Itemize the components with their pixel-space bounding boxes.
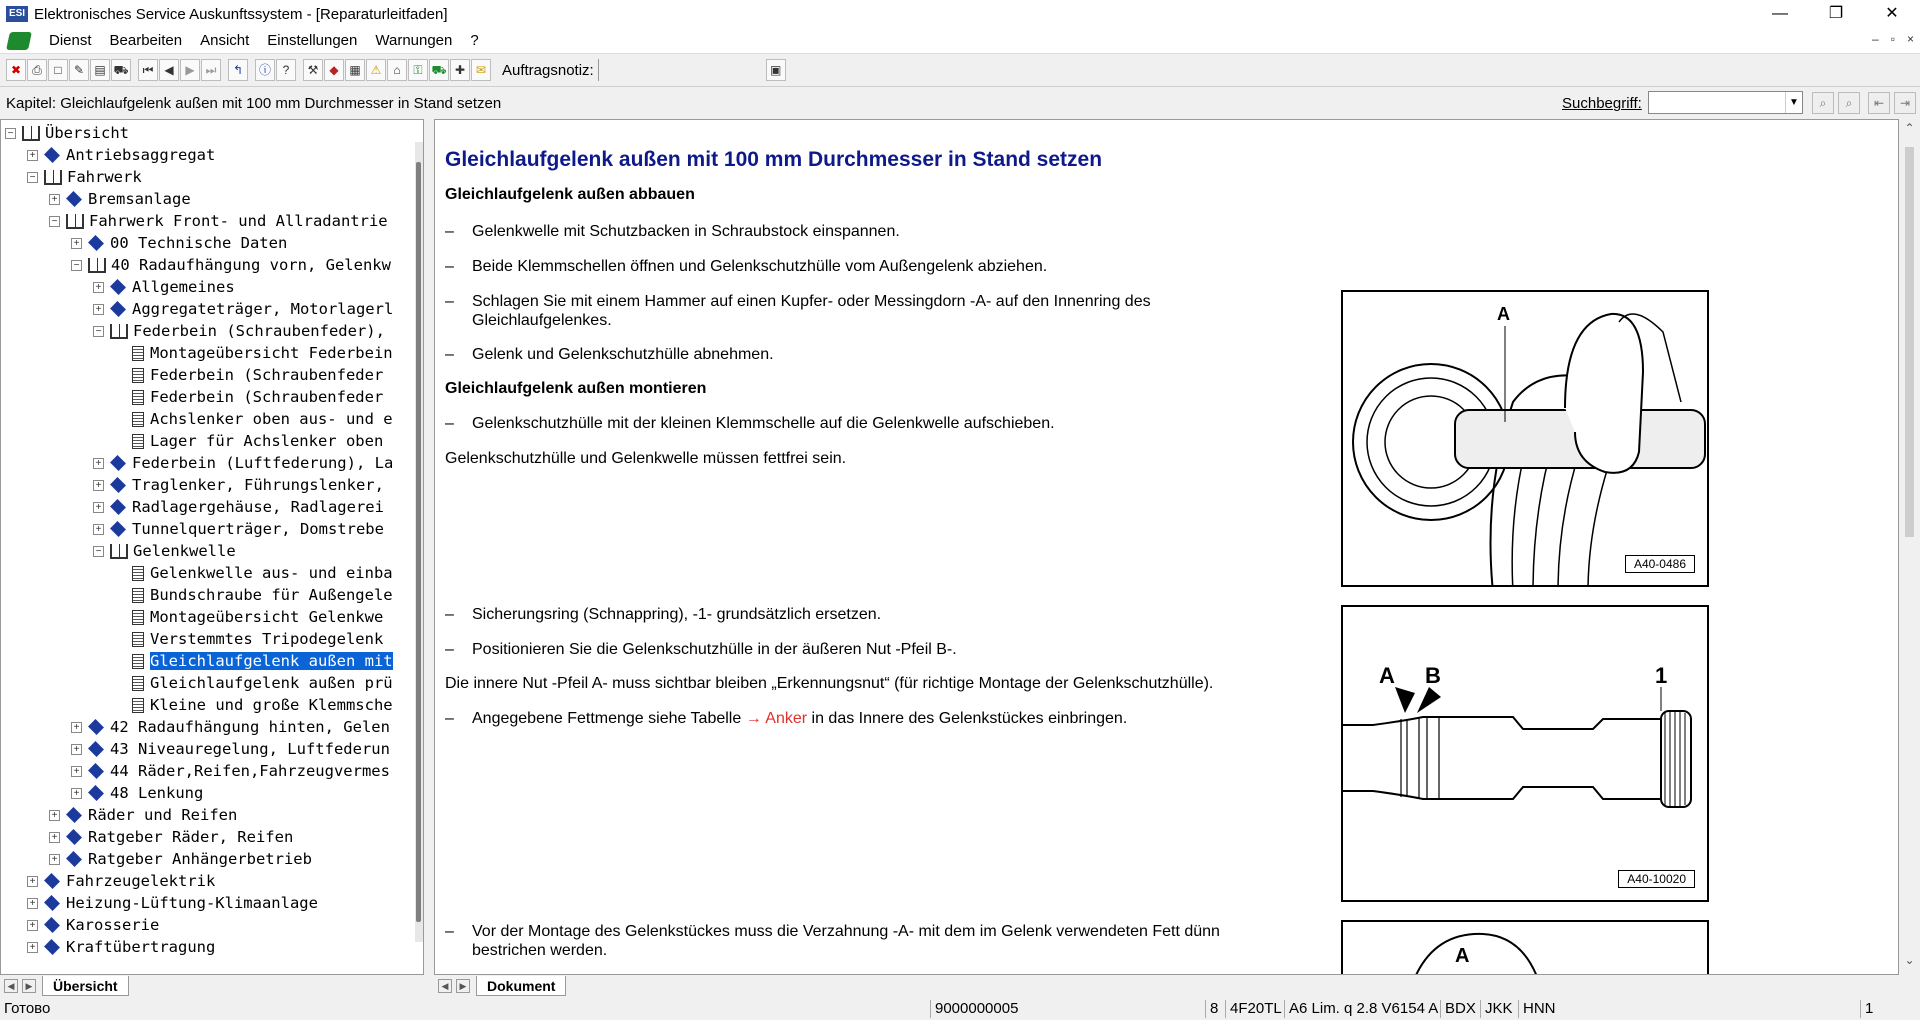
collapse-icon[interactable]: −: [93, 326, 104, 337]
tree-tab-strip: [0, 975, 424, 997]
open-book-icon: [110, 544, 128, 559]
shaft-illustration: [1343, 607, 1707, 900]
tree-item[interactable]: [115, 606, 383, 628]
expand-icon[interactable]: +: [49, 810, 60, 821]
expand-icon[interactable]: +: [71, 744, 82, 755]
expand-icon[interactable]: +: [71, 766, 82, 777]
menu-ansicht[interactable]: Ansicht: [200, 32, 250, 49]
expand-icon[interactable]: +: [93, 304, 104, 315]
step-dash: –: [445, 641, 454, 658]
document-icon: [132, 698, 144, 713]
book-icon: [44, 939, 60, 955]
book-icon: [110, 455, 126, 471]
tree-item-label: 48 Lenkung: [110, 784, 204, 802]
book-icon: [88, 719, 104, 735]
status-engine-3: HNN: [1518, 1000, 1560, 1018]
step-text: in das Innere des Gelenkstückes einbringen.: [811, 710, 1128, 727]
tree-item-label: Gleichlaufgelenk außen mit: [150, 652, 393, 670]
expand-icon[interactable]: +: [49, 832, 60, 843]
step-text: Schlagen Sie mit einem Hammer auf einen Kupfer- oder Messingdorn -A- auf den Innenring des Gleichlaufgelenkes.: [472, 293, 1151, 329]
tree-item[interactable]: [115, 562, 393, 584]
status-bar: [0, 998, 1920, 1020]
book-icon: [110, 279, 126, 295]
anchor-link[interactable]: → Anker: [745, 710, 808, 727]
chapter-bar: [0, 88, 1920, 118]
step-item: [445, 922, 1265, 960]
figure-letter-a: A: [1455, 945, 1470, 967]
expand-icon[interactable]: +: [49, 854, 60, 865]
expand-icon[interactable]: +: [27, 942, 38, 953]
tree-item-label: Lager für Achslenker oben: [150, 432, 384, 450]
status-code: 4F20TL: [1225, 1000, 1286, 1018]
tree-item[interactable]: [71, 782, 203, 804]
figure-shaft-grooves: [1341, 605, 1709, 902]
table-icon[interactable]: ▦: [345, 59, 365, 81]
vehicle-icon[interactable]: ⛟: [111, 59, 131, 81]
step-text: Gelenk und Gelenkschutzhülle abnehmen.: [472, 346, 774, 363]
first-page-icon[interactable]: ⏮: [138, 59, 158, 81]
doc-tab-scroll-left-icon[interactable]: ◀: [438, 979, 452, 993]
tree-item[interactable]: [93, 496, 384, 518]
tree-scrollbar[interactable]: [415, 142, 423, 942]
step-text: Sicherungsring (Schnappring), -1- grundsätzlich ersetzen.: [472, 606, 882, 623]
tree-item-label: Tunnelquerträger, Domstrebe: [132, 520, 384, 538]
tree-item-label: Übersicht: [45, 124, 129, 142]
pane-splitter[interactable]: [426, 119, 432, 997]
tree-item-label: Ratgeber Räder, Reifen: [88, 828, 294, 846]
back-link-icon[interactable]: ↰: [228, 59, 248, 81]
tree-item-label: Kleine und große Klemmsche: [150, 696, 393, 714]
previous-icon[interactable]: ◀: [159, 59, 179, 81]
tree-item-label: Kraftübertragung: [66, 938, 216, 956]
tree-item-label: Achslenker oben aus- und e: [150, 410, 393, 428]
figure-letter-a: A: [1379, 663, 1395, 688]
collapse-icon[interactable]: −: [49, 216, 60, 227]
book-icon: [66, 851, 82, 867]
tree-item[interactable]: [27, 144, 215, 166]
tree-item[interactable]: [115, 628, 383, 650]
tree-item[interactable]: [115, 364, 383, 386]
status-page: 8: [1205, 1000, 1222, 1018]
next-icon[interactable]: ▶: [180, 59, 200, 81]
info-icon[interactable]: ⓘ: [255, 59, 275, 81]
menu-warnungen[interactable]: Warnungen: [375, 32, 453, 49]
tree-item[interactable]: [27, 914, 159, 936]
tab-scroll-right-icon[interactable]: ▶: [22, 979, 36, 993]
tree-item-label: Ratgeber Anhängerbetrieb: [88, 850, 312, 868]
search-find-icon[interactable]: ⌕: [1812, 92, 1834, 114]
tree-item[interactable]: [115, 386, 383, 408]
search-next-icon[interactable]: ⌕: [1838, 92, 1860, 114]
status-count: 1: [1860, 1000, 1877, 1018]
tree-item-label: Fahrwerk: [67, 168, 142, 186]
tree-item[interactable]: [93, 474, 384, 496]
figure-gear-teeth: [1341, 920, 1709, 975]
tree-item[interactable]: [93, 320, 385, 342]
tree-item[interactable]: [115, 430, 383, 452]
tree-item-label: Traglenker, Führungslenker,: [132, 476, 384, 494]
open-book-icon: [88, 258, 106, 273]
expand-icon[interactable]: +: [27, 920, 38, 931]
menu-dienst[interactable]: Dienst: [49, 32, 92, 49]
print-icon[interactable]: ⎙: [27, 59, 47, 81]
expand-icon[interactable]: +: [93, 282, 104, 293]
tree-item[interactable]: [49, 826, 293, 848]
joint-illustration: [1343, 292, 1707, 585]
tree-item[interactable]: [5, 122, 129, 144]
tree-item-label: Räder und Reifen: [88, 806, 238, 824]
document-icon: [132, 566, 144, 581]
tree-item[interactable]: [115, 650, 393, 672]
tree-item-label: Allgemeines: [132, 278, 235, 296]
document-scrollbar-thumb[interactable]: [1905, 147, 1914, 537]
document-icon: [132, 654, 144, 669]
expand-icon[interactable]: +: [27, 898, 38, 909]
book-icon: [44, 917, 60, 933]
tree-item[interactable]: [115, 694, 393, 716]
book-icon: [66, 807, 82, 823]
expand-icon[interactable]: +: [93, 480, 104, 491]
book-icon: [44, 873, 60, 889]
tab-uebersicht[interactable]: Übersicht: [42, 976, 129, 996]
document-icon: [132, 434, 144, 449]
mdi-close-button[interactable]: ×: [1906, 32, 1914, 46]
tree-item-label: Bundschraube für Außengele: [150, 586, 393, 604]
step-dash: –: [445, 223, 454, 240]
status-engine-1: BDX: [1440, 1000, 1480, 1018]
tree-item[interactable]: [71, 716, 390, 738]
chapter-title: Kapitel: Gleichlaufgelenk außen mit 100 mm Durchmesser in Stand setzen: [6, 94, 502, 112]
window-controls: [1752, 0, 1920, 28]
mdi-controls: [1872, 32, 1914, 46]
window-title: Elektronisches Service Auskunftssystem - [Reparaturleitfaden]: [34, 5, 448, 23]
step-dash: –: [445, 606, 454, 623]
manual-icon[interactable]: ◆: [324, 59, 344, 81]
collapse-icon[interactable]: −: [93, 546, 104, 557]
last-page-icon[interactable]: ⏭: [201, 59, 221, 81]
car-icon[interactable]: ⛟: [429, 59, 449, 81]
tree-item-label: Aggregateträger, Motorlagerl: [132, 300, 394, 318]
doc-tab-scroll-right-icon[interactable]: ▶: [456, 979, 470, 993]
step-item: [445, 605, 1265, 624]
collapse-icon[interactable]: −: [5, 128, 16, 139]
step-text: Beide Klemmschellen öffnen und Gelenkschutzhülle vom Außengelenk abziehen.: [472, 258, 1048, 275]
tree-item[interactable]: [71, 760, 390, 782]
document-icon: [132, 368, 144, 383]
book-icon: [88, 235, 104, 251]
new-document-icon[interactable]: □: [48, 59, 68, 81]
tree-item[interactable]: [49, 804, 237, 826]
tree-item[interactable]: [93, 276, 235, 298]
document-tab-strip: [434, 975, 1899, 997]
help-icon[interactable]: ?: [276, 59, 296, 81]
scroll-up-icon[interactable]: ⌃: [1904, 121, 1915, 135]
tree-item[interactable]: [27, 870, 215, 892]
navigation-tree: [0, 119, 424, 975]
tree-item-label: Karosserie: [66, 916, 160, 934]
minimize-button[interactable]: —: [1772, 5, 1788, 22]
book-icon: [88, 741, 104, 757]
step-text: Gelenkwelle mit Schutzbacken in Schraubstock einspannen.: [472, 223, 900, 240]
diagnosis-icon[interactable]: ✚: [450, 59, 470, 81]
tree-item-label: Antriebsaggregat: [66, 146, 216, 164]
book-icon: [44, 147, 60, 163]
expand-icon[interactable]: +: [49, 194, 60, 205]
key-icon[interactable]: ⚿: [408, 59, 428, 81]
tree-item[interactable]: [27, 166, 142, 188]
document-icon: [132, 390, 144, 405]
tree-item[interactable]: [115, 342, 393, 364]
tree-item-label: Federbein (Schraubenfeder),: [133, 322, 385, 340]
tree-item-label: Gelenkwelle: [133, 542, 236, 560]
mdi-restore-button[interactable]: ▫: [1890, 32, 1895, 46]
figure-letter-b: B: [1425, 663, 1441, 688]
open-book-icon: [110, 324, 128, 339]
step-item: [445, 640, 1265, 659]
step-item: [445, 414, 1265, 433]
tree-item[interactable]: [49, 188, 191, 210]
heading-remove: Gleichlaufgelenk außen abbauen: [445, 186, 695, 203]
figure-label: A40-0486: [1625, 555, 1695, 573]
step-text: Positionieren Sie die Gelenkschutzhülle in der äußeren Nut -Pfeil B-.: [472, 641, 957, 658]
tree-item-label: 42 Radaufhängung hinten, Gelen: [110, 718, 390, 736]
tree-item[interactable]: [93, 452, 393, 474]
step-item: [445, 222, 1265, 241]
menu-einstellungen[interactable]: Einstellungen: [267, 32, 358, 49]
tree-item[interactable]: [71, 738, 390, 760]
tree-item[interactable]: [27, 892, 318, 914]
menu-help[interactable]: ?: [470, 32, 479, 49]
tree-item-label: Montageübersicht Federbein: [150, 344, 393, 362]
exit-icon[interactable]: ✖: [6, 59, 26, 81]
step-dash: –: [445, 346, 454, 363]
tools-icon[interactable]: ⚒: [303, 59, 323, 81]
title-bar: [0, 0, 1920, 28]
expand-icon[interactable]: +: [93, 502, 104, 513]
tab-dokument[interactable]: Dokument: [476, 976, 566, 996]
document-icon: [132, 610, 144, 625]
note-text: Gelenkschutzhülle und Gelenkwelle müssen fettfrei sein.: [445, 450, 847, 467]
tree-item-label: 40 Radaufhängung vorn, Gelenkw: [111, 256, 391, 274]
step-item: [445, 709, 1265, 728]
tree-item-label: 43 Niveauregelung, Luftfederun: [110, 740, 390, 758]
order-note-field[interactable]: [598, 59, 766, 81]
document-icon: [132, 676, 144, 691]
open-book-icon: [22, 126, 40, 141]
tree-item[interactable]: [71, 232, 287, 254]
tree-item[interactable]: [93, 518, 384, 540]
heading-mount: Gleichlaufgelenk außen montieren: [445, 380, 707, 397]
menu-bearbeiten[interactable]: Bearbeiten: [109, 32, 183, 49]
step-item: [445, 292, 1265, 330]
tree-item-label: Federbein (Schraubenfeder: [150, 366, 384, 384]
tree-item[interactable]: [115, 584, 393, 606]
tree-item-label: Gleichlaufgelenk außen prü: [150, 674, 393, 692]
collapse-icon[interactable]: −: [27, 172, 38, 183]
tree-item[interactable]: [49, 848, 312, 870]
scroll-down-icon[interactable]: ⌄: [1904, 953, 1915, 967]
step-dash: –: [445, 923, 454, 940]
document-icon: [132, 346, 144, 361]
tree-item[interactable]: [27, 936, 215, 958]
restore-button[interactable]: ❐: [1828, 5, 1844, 22]
tree-item-label: 00 Technische Daten: [110, 234, 288, 252]
collapse-tree-icon[interactable]: ⇤: [1868, 92, 1890, 114]
step-text: Vor der Montage des Gelenkstückes muss die Verzahnung -A- mit dem im Gelenk verwendeten Fett dünn bestrichen werden.: [472, 923, 1220, 959]
tree-item-label: Federbein (Luftfederung), La: [132, 454, 394, 472]
step-dash: –: [445, 293, 454, 310]
expand-icon[interactable]: +: [27, 150, 38, 161]
note-text: Die innere Nut -Pfeil A- muss sichtbar bleiben „Erkennungsnut“ (für richtige Montage der Gelenkschutzhülle).: [445, 675, 1214, 692]
expand-icon[interactable]: +: [93, 524, 104, 535]
tree-item[interactable]: [115, 672, 393, 694]
search-input[interactable]: [1648, 91, 1803, 114]
document-scrollbar[interactable]: [1899, 119, 1920, 975]
tree-item-label: 44 Räder,Reifen,Fahrzeugvermes: [110, 762, 390, 780]
figure-letter-a: A: [1497, 304, 1510, 324]
book-icon: [66, 191, 82, 207]
step-text: Gelenkschutzhülle mit der kleinen Klemmschelle auf die Gelenkwelle aufschieben.: [472, 415, 1055, 432]
tree-item-label: Verstemmtes Tripodegelenk: [150, 630, 384, 648]
tree-item-label: Fahrwerk Front- und Allradantrie: [89, 212, 388, 230]
tree-item[interactable]: [49, 210, 388, 232]
search-dropdown-icon[interactable]: ▼: [1785, 92, 1802, 113]
tree-item[interactable]: [71, 254, 391, 276]
figure-joint-hammer: [1341, 290, 1709, 587]
mdi-minimize-button[interactable]: –: [1872, 32, 1879, 46]
step-dash: –: [445, 710, 454, 727]
edit-icon[interactable]: ✎: [69, 59, 89, 81]
status-number: 9000000005: [930, 1000, 1022, 1018]
document-icon: [132, 588, 144, 603]
tree-item-label: Montageübersicht Gelenkwe: [150, 608, 384, 626]
collapse-icon[interactable]: −: [71, 260, 82, 271]
tree-item[interactable]: [93, 540, 236, 562]
tree-item-label: Gelenkwelle aus- und einba: [150, 564, 393, 582]
step-text: Angegebene Fettmenge siehe Tabelle: [472, 710, 742, 727]
open-book-icon: [44, 170, 62, 185]
open-book-icon: [66, 214, 84, 229]
order-note-button[interactable]: ▣: [766, 59, 786, 81]
book-icon: [110, 521, 126, 537]
toolbar: [0, 54, 1920, 87]
status-engine-2: JKK: [1480, 1000, 1517, 1018]
expand-icon[interactable]: +: [27, 876, 38, 887]
menu-bar: [0, 28, 1920, 54]
lock-icon[interactable]: ⌂: [387, 59, 407, 81]
document-icon: [132, 412, 144, 427]
figure-label: A40-10020: [1618, 870, 1695, 888]
book-icon: [110, 477, 126, 493]
tree-item-label: Bremsanlage: [88, 190, 191, 208]
close-button[interactable]: ✕: [1885, 5, 1899, 22]
search-label: Suchbegriff:: [1562, 95, 1642, 112]
book-icon: [110, 301, 126, 317]
note-icon[interactable]: ✉: [471, 59, 491, 81]
expand-icon[interactable]: +: [71, 788, 82, 799]
expand-icon[interactable]: +: [71, 722, 82, 733]
tree-item[interactable]: [93, 298, 393, 320]
status-ready: Готово: [4, 1000, 51, 1017]
tree-item[interactable]: [115, 408, 393, 430]
app-icon: ESI: [6, 6, 28, 22]
step-dash: –: [445, 258, 454, 275]
document-title: Gleichlaufgelenk außen mit 100 mm Durchmesser in Stand setzen: [445, 148, 1103, 171]
expand-icon[interactable]: +: [93, 458, 104, 469]
book-icon: [88, 785, 104, 801]
gear-illustration: [1343, 922, 1707, 975]
tree-scrollbar-thumb[interactable]: [416, 162, 421, 922]
app-logo-icon: [6, 32, 32, 50]
book-icon: [66, 829, 82, 845]
warning-icon[interactable]: ⚠: [366, 59, 386, 81]
step-dash: –: [445, 415, 454, 432]
book-icon: [110, 499, 126, 515]
tree-item-label: Fahrzeugelektrik: [66, 872, 216, 890]
tree-item-label: Radlagergehäuse, Radlagerei: [132, 498, 384, 516]
document-icon: [132, 632, 144, 647]
expand-icon[interactable]: +: [71, 238, 82, 249]
tab-scroll-left-icon[interactable]: ◀: [4, 979, 18, 993]
expand-tree-icon[interactable]: ⇥: [1894, 92, 1916, 114]
order-note-label: Auftragsnotiz:: [502, 61, 594, 79]
tree-item-label: Heizung-Lüftung-Klimaanlage: [66, 894, 318, 912]
book-icon: [44, 895, 60, 911]
status-model: A6 Lim. q 2.8 V6154 A: [1284, 1000, 1442, 1018]
step-item: [445, 257, 1265, 276]
tree-item-label: Federbein (Schraubenfeder: [150, 388, 384, 406]
step-item: [445, 345, 1265, 364]
figure-letter-1: 1: [1655, 663, 1668, 688]
book-icon: [88, 763, 104, 779]
document-view: [434, 119, 1899, 975]
clipboard-icon[interactable]: ▤: [90, 59, 110, 81]
